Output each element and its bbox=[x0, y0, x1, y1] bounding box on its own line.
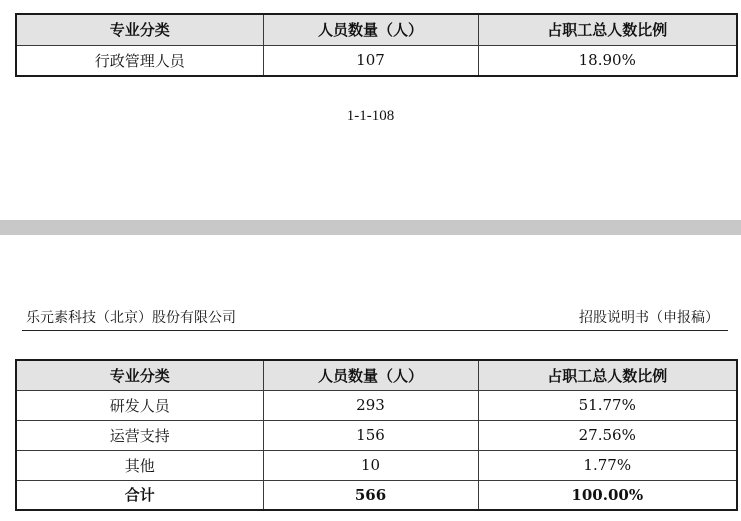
cell-headcount: 10 bbox=[263, 450, 478, 480]
cell-category: 行政管理人员 bbox=[16, 45, 263, 76]
staff-table bbox=[15, 359, 738, 511]
total-label: 合计 bbox=[16, 480, 263, 510]
table-row bbox=[16, 420, 737, 450]
total-headcount: 566 bbox=[263, 480, 478, 510]
total-ratio: 100.00% bbox=[478, 480, 737, 510]
header-category: 专业分类 bbox=[16, 360, 263, 390]
running-header-company: 乐元素科技（北京）股份有限公司 bbox=[26, 310, 236, 326]
table-header-row bbox=[16, 360, 737, 390]
cell-headcount: 156 bbox=[263, 420, 478, 450]
header-headcount: 人员数量（人） bbox=[263, 360, 478, 390]
header-headcount: 人员数量（人） bbox=[263, 14, 478, 45]
header-ratio: 占职工总人数比例 bbox=[478, 360, 737, 390]
cell-category: 运营支持 bbox=[16, 420, 263, 450]
table-row bbox=[16, 390, 737, 420]
table-row bbox=[16, 45, 737, 76]
header-category: 专业分类 bbox=[16, 14, 263, 45]
header-ratio: 占职工总人数比例 bbox=[478, 14, 737, 45]
cell-category: 研发人员 bbox=[16, 390, 263, 420]
cell-ratio: 1.77% bbox=[478, 450, 737, 480]
cell-ratio: 27.56% bbox=[478, 420, 737, 450]
cell-headcount: 293 bbox=[263, 390, 478, 420]
cell-category: 其他 bbox=[16, 450, 263, 480]
cell-ratio: 18.90% bbox=[478, 45, 737, 76]
cell-headcount: 107 bbox=[263, 45, 478, 76]
header-rule bbox=[22, 330, 728, 331]
table-header-row bbox=[16, 14, 737, 45]
page-number: 1-1-108 bbox=[346, 108, 395, 124]
staff-table-continued bbox=[15, 13, 738, 77]
table-total-row bbox=[16, 480, 737, 510]
cell-ratio: 51.77% bbox=[478, 390, 737, 420]
table-row bbox=[16, 450, 737, 480]
running-header-document: 招股说明书（申报稿） bbox=[579, 310, 719, 326]
page-separator bbox=[0, 220, 741, 235]
